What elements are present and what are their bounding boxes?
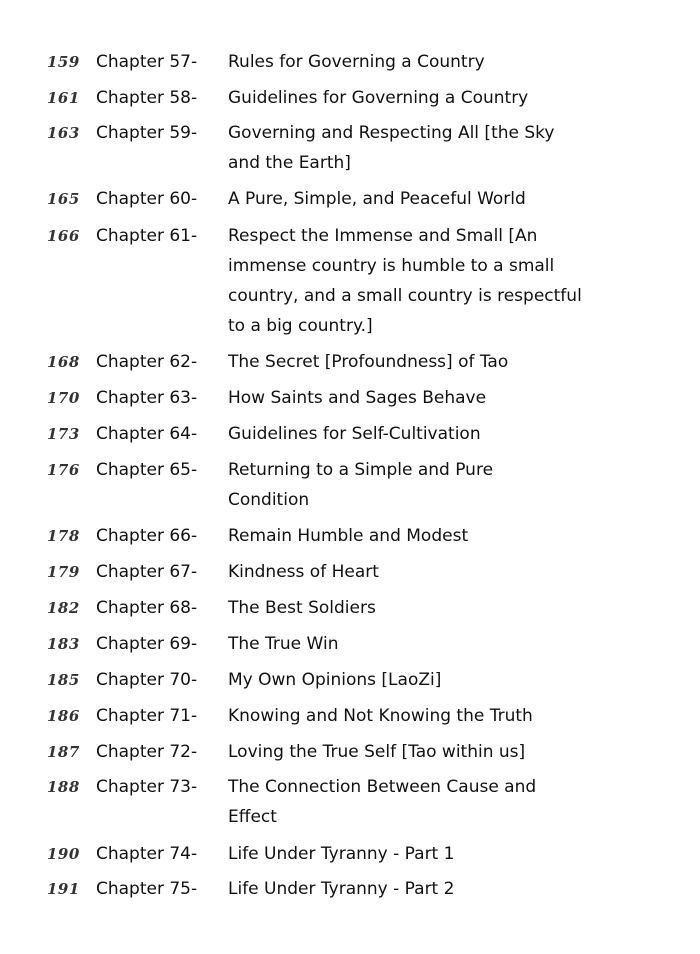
toc-entry — [0, 422, 700, 452]
chapter-title-line: Rules for Governing a Country — [228, 52, 485, 72]
chapter-label: Chapter 75- — [96, 879, 198, 899]
chapter-title-line: Knowing and Not Knowing the Truth — [228, 706, 533, 726]
page-number: 173 — [47, 425, 80, 443]
chapter-title-line: Life Under Tyranny - Part 2 — [228, 879, 455, 899]
chapter-title-line: and the Earth] — [228, 153, 351, 173]
toc-entry — [0, 224, 700, 336]
page-number: 186 — [47, 707, 80, 725]
page-number: 163 — [47, 124, 80, 142]
chapter-title-line: Remain Humble and Modest — [228, 526, 469, 546]
chapter-label: Chapter 61- — [96, 226, 198, 246]
toc-entry — [0, 775, 700, 827]
chapter-title-line: The True Win — [228, 634, 339, 654]
chapter-title-line: immense country is humble to a small — [228, 256, 555, 276]
toc-entry — [0, 458, 700, 510]
toc-entry — [0, 50, 700, 80]
toc-entry — [0, 187, 700, 217]
chapter-label: Chapter 74- — [96, 844, 198, 864]
page-number: 182 — [47, 599, 80, 617]
chapter-title — [228, 704, 668, 734]
chapter-label: Chapter 60- — [96, 189, 198, 209]
toc-entry — [0, 632, 700, 662]
chapter-title-line: My Own Opinions [LaoZi] — [228, 670, 442, 690]
chapter-title-line: A Pure, Simple, and Peaceful World — [228, 189, 526, 209]
chapter-label: Chapter 57- — [96, 52, 198, 72]
page-number: 178 — [47, 527, 80, 545]
chapter-title — [228, 121, 668, 181]
chapter-label: Chapter 65- — [96, 460, 198, 480]
chapter-title-line: Respect the Immense and Small [An — [228, 226, 538, 246]
chapter-title-line: Kindness of Heart — [228, 562, 379, 582]
chapter-title-line: The Connection Between Cause and — [228, 777, 537, 797]
page-number: 183 — [47, 635, 80, 653]
chapter-label: Chapter 69- — [96, 634, 198, 654]
toc-entry — [0, 740, 700, 770]
page-number: 165 — [47, 190, 80, 208]
chapter-title-line: Effect — [228, 807, 277, 827]
chapter-title — [228, 524, 668, 554]
chapter-title — [228, 668, 668, 698]
chapter-label: Chapter 62- — [96, 352, 198, 372]
chapter-label: Chapter 63- — [96, 388, 198, 408]
chapter-label: Chapter 58- — [96, 88, 198, 108]
chapter-label: Chapter 68- — [96, 598, 198, 618]
chapter-title-line: How Saints and Sages Behave — [228, 388, 487, 408]
toc-entry — [0, 86, 700, 116]
chapter-title — [228, 350, 668, 380]
page-number: 166 — [47, 227, 80, 245]
toc-entry — [0, 350, 700, 380]
toc-entry — [0, 704, 700, 734]
chapter-title-line: The Secret [Profoundness] of Tao — [228, 352, 509, 372]
page-number: 159 — [47, 53, 80, 71]
chapter-label: Chapter 72- — [96, 742, 198, 762]
chapter-title-line: Governing and Respecting All [the Sky — [228, 123, 555, 143]
chapter-title — [228, 560, 668, 590]
chapter-title-line: Guidelines for Self-Cultivation — [228, 424, 481, 444]
chapter-title — [228, 50, 668, 80]
page-number: 187 — [47, 743, 80, 761]
chapter-title-line: to a big country.] — [228, 316, 373, 336]
page-number: 188 — [47, 778, 80, 796]
chapter-label: Chapter 73- — [96, 777, 198, 797]
chapter-title — [228, 187, 668, 217]
chapter-title — [228, 386, 668, 416]
chapter-label: Chapter 66- — [96, 526, 198, 546]
page-number: 161 — [47, 89, 80, 107]
chapter-label: Chapter 59- — [96, 123, 198, 143]
page-number: 190 — [47, 845, 80, 863]
chapter-title-line: The Best Soldiers — [228, 598, 376, 618]
page-number: 179 — [47, 563, 80, 581]
page-number: 191 — [47, 880, 80, 898]
toc-entry — [0, 121, 700, 173]
page-number: 168 — [47, 353, 80, 371]
chapter-title — [228, 224, 668, 344]
chapter-title — [228, 842, 668, 872]
chapter-title — [228, 740, 668, 770]
toc-entry — [0, 386, 700, 416]
chapter-title-line: Condition — [228, 490, 310, 510]
chapter-label: Chapter 67- — [96, 562, 198, 582]
toc-entry — [0, 842, 700, 872]
toc-entry — [0, 668, 700, 698]
chapter-title — [228, 458, 668, 518]
chapter-title-line: Guidelines for Governing a Country — [228, 88, 529, 108]
chapter-title-line: country, and a small country is respectful — [228, 286, 582, 306]
toc-entry — [0, 560, 700, 590]
chapter-label: Chapter 71- — [96, 706, 198, 726]
chapter-label: Chapter 64- — [96, 424, 198, 444]
chapter-title — [228, 632, 668, 662]
chapter-title-line: Returning to a Simple and Pure — [228, 460, 494, 480]
chapter-title — [228, 596, 668, 626]
page-number: 185 — [47, 671, 80, 689]
chapter-title — [228, 86, 668, 116]
chapter-title — [228, 422, 668, 452]
chapter-title — [228, 775, 668, 835]
toc-entry — [0, 877, 700, 907]
toc-entry — [0, 596, 700, 626]
toc-entry — [0, 524, 700, 554]
chapter-title-line: Life Under Tyranny - Part 1 — [228, 844, 455, 864]
page-number: 170 — [47, 389, 80, 407]
page-number: 176 — [47, 461, 80, 479]
chapter-label: Chapter 70- — [96, 670, 198, 690]
chapter-title-line: Loving the True Self [Tao within us] — [228, 742, 526, 762]
chapter-title — [228, 877, 668, 907]
